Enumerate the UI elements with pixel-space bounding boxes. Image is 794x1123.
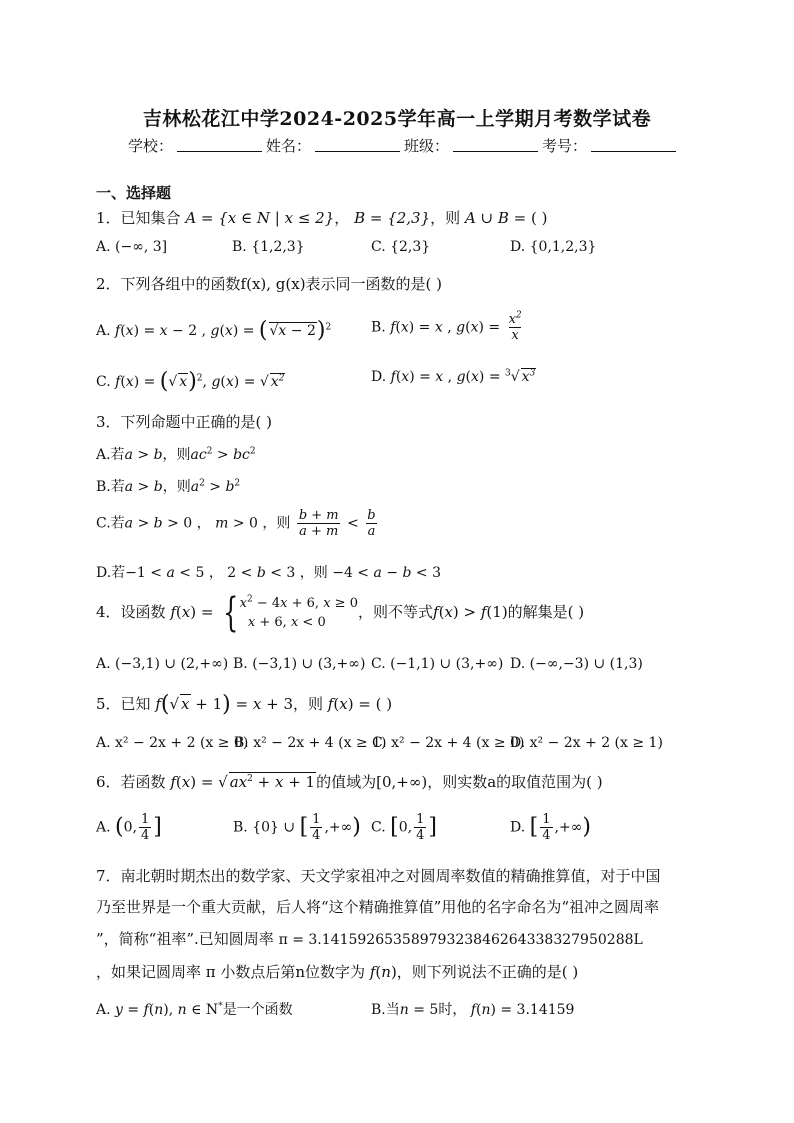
q6-option-b-label: B. [233,819,248,836]
q4-option-d[interactable]: D. (−∞,−3) ∪ (1,3) [510,656,643,672]
q6-option-c[interactable]: C. [0, $\frac{1}{4}$ ] [371,812,437,843]
q3-option-b-label: B.若 [96,479,125,495]
q6-option-c-label: C. [371,819,386,836]
q2-option-c[interactable]: C. f(x) = (√ x)$^2$, g(x) = √ $x^2$ [96,369,285,394]
q1-paren: ( ) [531,209,548,227]
q3-option-b[interactable]: B.若a > b，则$a^2 > b^2$ [96,478,241,495]
q7-option-a-text: 是一个函数 [222,1002,293,1018]
q1-set-b: B = {2,3} [354,209,431,227]
q3-option-c[interactable]: C.若a > b > 0 ， m > 0 ，则 $\frac{b + m}{a + m}$ < $\frac{b}{a}$ [96,508,376,539]
q1-stem-b: ，则 [430,209,461,227]
question-5-stem: 5．已知 f(√ x + 1) = x + 3，则 f(x) = ( ) [96,692,393,717]
q1-expr: A ∪ B = [464,209,527,227]
q5-stem-b: ，则 [293,695,324,713]
q2-option-c-label: C. [96,374,111,390]
question-7-line-3 [96,928,643,949]
question-1-stem: 1．已知集合 A = {x ∈ N | x ≤ 2}， B = {2,3}，则 A ∪ B = ( ) [96,209,548,227]
q1-option-d[interactable]: D. {0,1,2,3} [510,239,597,255]
q1-option-a[interactable]: A. (−∞, 3] [96,239,168,255]
q7-option-b-mid: 时， [438,1002,467,1018]
q2-option-d[interactable]: D. f(x) = x , g(x) = $^3$√ $x^3$ [371,368,536,385]
school-blank[interactable] [177,137,262,152]
q2-option-a[interactable]: A. f(x) = x − 2 , g(x) = ( √x − 2)$^2$ [96,318,332,343]
q5-option-d[interactable]: D. x² − 2x + 2 (x ≥ 1) [510,735,663,751]
q1-stem-a: 1．已知集合 [96,209,181,227]
class-label: 班级： [404,137,450,155]
q4-option-b[interactable]: B. (−3,1) ∪ (3,+∞) [233,656,366,672]
question-7-line-1: 7．南北朝时期杰出的数学家、天文学家祖冲之对圆周率数值的精确推算值，对于中国 [96,867,661,885]
q6-stem-b: 的值域为 [316,773,377,791]
q3-option-d[interactable]: D.若−1 < a < 5 ， 2 < b < 3 ，则 −4 < a − b < 3 [96,565,442,581]
q5-stem-a: 5．已知 [96,695,151,713]
q6-option-b[interactable]: B. {0} ∪ [ $\frac{1}{4}$ ,+∞) [233,812,361,843]
q2-option-b[interactable]: B. f(x) = x , g(x) = $\frac{x^2}{x}$ [371,310,522,343]
q4-stem-c: 的解集是( ) [507,603,585,621]
q7-pi-value: π = 3.14159265358979323846264338327950288L [278,932,643,948]
q1-option-b[interactable]: B. {1,2,3} [232,239,305,255]
q1-set-a: A = {x ∈ N | x ≤ 2} [185,209,335,227]
q5-option-a[interactable]: A. x² − 2x + 2 (x ≥ 0) [96,735,249,751]
q2-option-b-label: B. [371,319,386,336]
q6-range: [0,+∞) [376,773,428,791]
q3-option-a[interactable]: A.若a > b，则$ac^2 > bc^2$ [96,446,256,463]
q6-option-a-label: A. [96,819,111,836]
class-blank[interactable] [453,137,538,152]
school-label: 学校： [128,137,174,155]
q6-option-d[interactable]: D. [ $\frac{1}{4}$ ,+∞) [510,812,591,843]
number-blank[interactable] [591,137,676,152]
q4-option-c[interactable]: C. (−1,1) ∪ (3,+∞) [371,656,504,672]
q5-option-b[interactable]: B. x² − 2x + 4 (x ≥ 1) [234,735,387,751]
q4-option-a[interactable]: A. (−3,1) ∪ (2,+∞) [96,656,229,672]
q7-line4-a: ，如果记圆周率 π 小数点后第n位数字为 [96,963,366,981]
question-4-stem: 4．设函数 f(x) = { $x^2 - 4x + 6$, x ≥ 0 x + 6, x < 0 ，则不等式f(x) > f(1)的解集是( ) [96,590,585,636]
q3-option-a-label: A.若 [96,447,125,463]
q7-option-b-label: B.当 [371,1002,400,1018]
question-3-stem: 3．下列命题中正确的是( ) [96,413,273,431]
q4-stem-a: 4．设函数 [96,603,166,621]
q6-stem-c: ，则实数a的取值范围为( ) [427,773,603,791]
name-blank[interactable] [315,137,400,152]
q7-line4-b: ，则下列说法不正确的是( ) [396,963,579,981]
q7-option-b[interactable]: B.当n = 5时， f(n) = 3.14159 [371,1002,575,1018]
number-label: 考号： [542,137,588,155]
q6-option-a[interactable]: A. (0, $\frac{1}{4}$ ] [96,812,162,843]
name-label: 姓名： [266,137,312,155]
exam-title: 吉林松花江中学2024-2025学年高一上学期月考数学试卷 [142,108,652,130]
question-7-line-2: 乃至世界是一个重大贡献，后人将“这个精确推算值”用他的名字命名为“祖冲之圆周率 [96,898,660,916]
question-6-stem: 6．若函数 f(x) = √ $ax^2 + x + 1$的值域为[0,+∞)，则实数a的取值范围为( ) [96,773,603,791]
q5-paren: ( ) [375,695,393,713]
section-heading: 一、选择题 [96,184,172,202]
q5-option-c[interactable]: C. x² − 2x + 4 (x ≥ 0) [372,735,525,751]
question-7-line-4: ，如果记圆周率 π 小数点后第n位数字为 f(n)，则下列说法不正确的是( ) [96,963,579,981]
q3-option-c-label: C.若 [96,515,125,532]
q1-option-c[interactable]: C. {2,3} [371,239,431,255]
q7-option-a-label: A. [96,1002,111,1018]
q7-line3-text: ”，简称“祖率”.已知圆周率 [96,930,274,948]
question-2-stem: 2．下列各组中的函数f(x), g(x)表示同一函数的是( ) [96,275,443,293]
student-info-line [128,135,680,156]
q4-stem-b: ，则不等式 [357,603,433,621]
q2-option-a-label: A. [96,323,111,339]
q7-option-a[interactable]: A. y = f(n), n ∈ N*是一个函数 [96,1001,293,1018]
q3-option-d-label: D.若 [96,565,126,581]
q6-stem-a: 6．若函数 [96,773,166,791]
q2-option-d-label: D. [371,369,387,385]
q6-option-d-label: D. [510,819,526,836]
